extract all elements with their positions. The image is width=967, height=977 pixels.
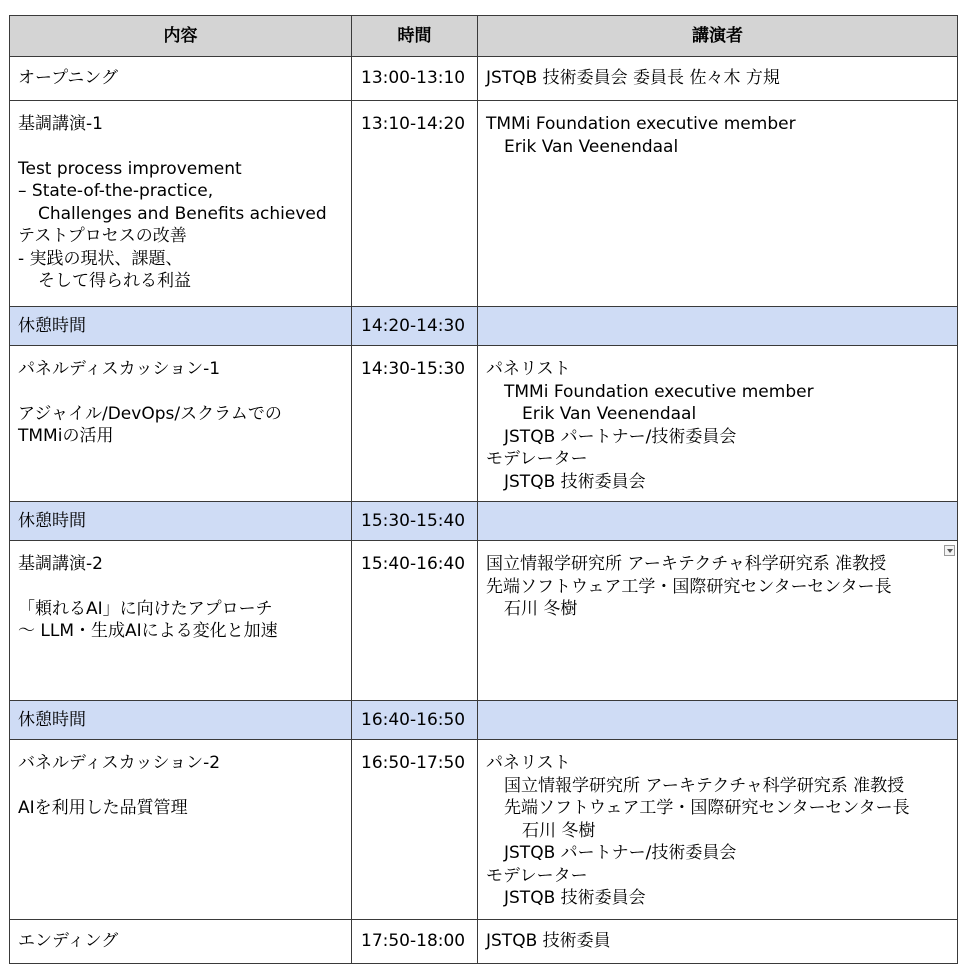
table-row [10,101,958,307]
time-text: 15:30-15:40 [361,510,466,531]
speaker-cell [478,57,958,101]
speaker-text: Erik Van Veenendaal [504,136,679,157]
table-row [10,346,958,502]
content-text: Challenges and Benefits achieved [38,203,327,224]
time-text: 16:40-16:50 [361,709,466,730]
speaker-text: JSTQB パートナー/技術委員会 [504,843,737,863]
header-row [10,16,958,57]
time-cell [352,57,478,101]
speaker-text: 先端ソフトウェア工学・国際研究センターセンター長 [486,576,892,597]
session-title: 基調講演-1 [18,114,103,134]
content-text: エンディング [18,931,119,951]
speaker-text: TMMi Foundation executive member [504,381,814,402]
speaker-cell [478,701,958,740]
content-cell [10,346,352,502]
table-row [10,541,958,701]
speaker-cell [478,307,958,346]
time-cell [352,101,478,307]
table-row [10,701,958,740]
content-cell [10,57,352,101]
time-text: 13:00-13:10 [361,68,466,88]
time-cell [352,541,478,701]
time-text: 14:20-14:30 [361,315,466,336]
speaker-text: 国立情報学研究所 アーキテクチャ科学研究系 准教授 [504,775,905,796]
time-cell [352,502,478,541]
speaker-cell [478,541,958,701]
session-title: 基調講演-2 [18,554,103,574]
content-text: オープニング [18,68,118,88]
speaker-text: Erik Van Veenendaal [522,404,697,424]
content-text: アジャイル/DevOps/スクラムでの [18,403,282,424]
table-row [10,307,958,346]
content-text: Test process improvement [18,158,242,179]
table-row [10,920,958,964]
content-cell [10,101,352,307]
content-cell [10,541,352,701]
speaker-text: JSTQB パートナー/技術委員会 [504,426,737,447]
content-text: - 実践の現状、課題、 [18,248,183,269]
content-text: 休憩時間 [18,315,86,336]
content-cell [10,920,352,964]
speaker-text: 石川 冬樹 [522,820,596,841]
time-cell [352,920,478,964]
schedule-table [9,15,958,964]
session-title: パネルディスカッション-1 [18,359,221,379]
dropdown-arrow-icon[interactable] [944,545,955,556]
speaker-text: 国立情報学研究所 アーキテクチャ科学研究系 准教授 [486,554,887,574]
speaker-text: JSTQB 技術委員会 [504,471,646,492]
speaker-cell [478,346,958,502]
speaker-text: JSTQB 技術委員会 [504,888,646,908]
time-text: 13:10-14:20 [361,114,466,134]
speaker-cell [478,101,958,307]
speaker-text: TMMi Foundation executive member [486,114,796,134]
speaker-text: JSTQB 技術委員 [486,931,611,951]
content-text: テストプロセスの改善 [18,226,187,246]
content-text: TMMiの活用 [18,426,114,446]
session-title: バネルディスカッション-2 [18,753,221,773]
content-text: そして得られる利益 [38,271,191,291]
time-text: 16:50-17:50 [361,753,466,773]
content-cell [10,502,352,541]
speaker-text: 石川 冬樹 [504,599,578,619]
speaker-cell [478,920,958,964]
time-cell [352,346,478,502]
content-cell [10,307,352,346]
table-row [10,57,958,101]
content-text: 〜 LLM・生成AIによる変化と加速 [18,621,278,641]
content-text: AIを利用した品質管理 [18,797,188,818]
content-cell [10,701,352,740]
table-row [10,740,958,920]
speaker-text: 先端ソフトウェア工学・国際研究センターセンター長 [504,798,910,818]
time-text: 17:50-18:00 [361,931,466,951]
time-cell [352,701,478,740]
header-content: 内容 [10,16,352,57]
speaker-text: JSTQB 技術委員会 委員長 佐々木 方規 [486,68,780,88]
speaker-text: パネリスト [486,753,571,773]
speaker-cell [478,740,958,920]
speaker-text: モデレーター [486,865,588,886]
content-cell [10,740,352,920]
content-text: 休憩時間 [18,510,86,531]
time-cell [352,740,478,920]
header-speaker: 講演者 [478,16,958,57]
content-text: – State-of-the-practice, [18,181,214,201]
speaker-text: パネリスト [486,359,571,379]
time-text: 15:40-16:40 [361,554,466,574]
time-cell [352,307,478,346]
time-text: 14:30-15:30 [361,359,466,379]
content-text: 「頼れるAI」に向けたアプローチ [18,598,273,619]
header-time: 時間 [352,16,478,57]
table-row [10,502,958,541]
speaker-cell [478,502,958,541]
speaker-text: モデレーター [486,449,588,469]
content-text: 休憩時間 [18,709,86,730]
